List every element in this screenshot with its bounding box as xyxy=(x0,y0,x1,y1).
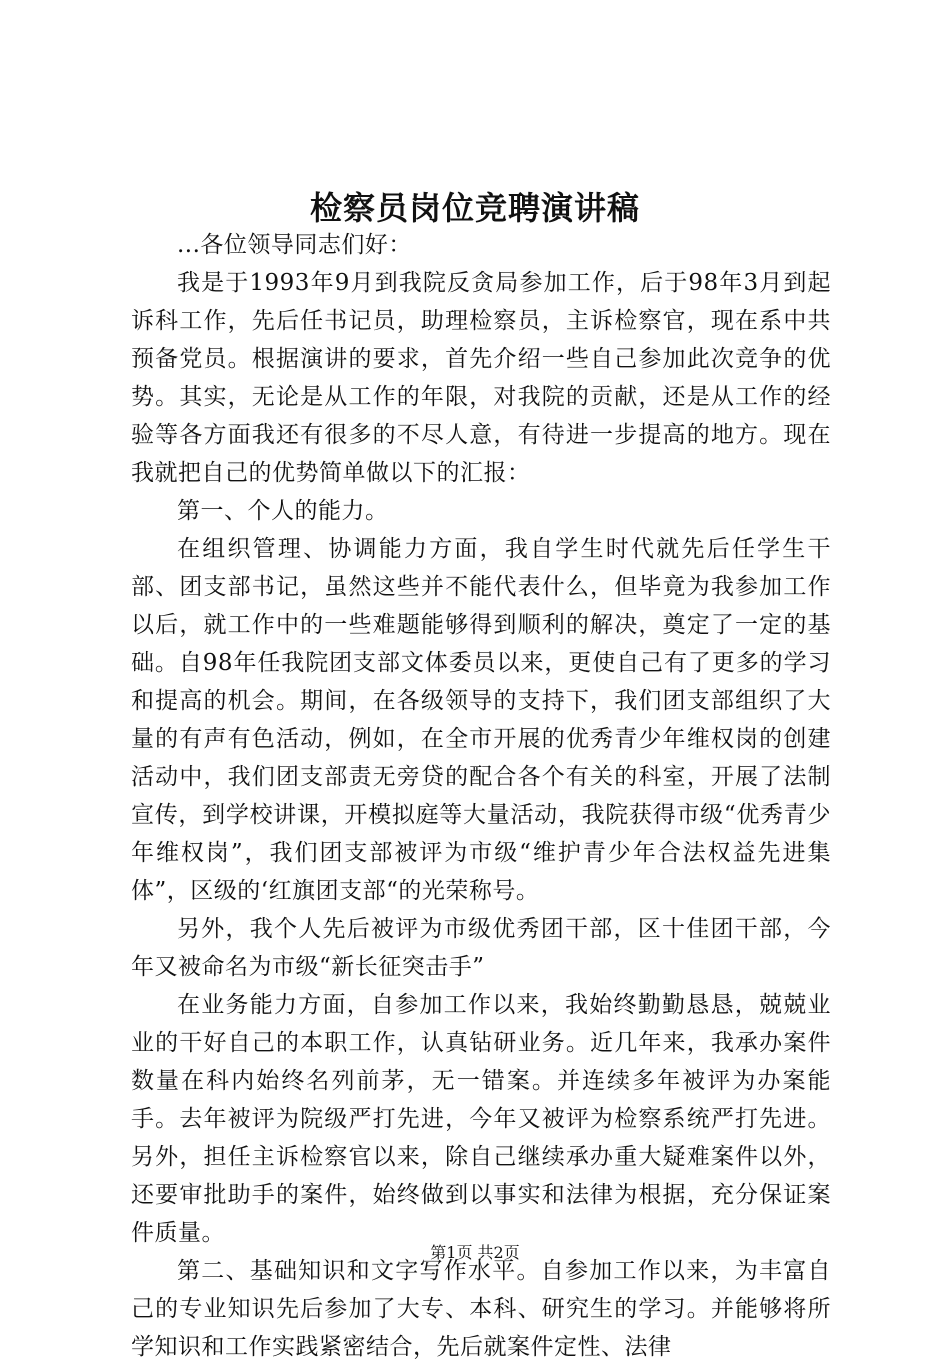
greeting-paragraph: ...各位领导同志们好： xyxy=(177,232,412,258)
body-paragraph: 另外，我个人先后被评为市级优秀团干部，区十佳团干部，今年又被命名为市级“新长征突击手” xyxy=(131,916,831,980)
document-title: 检察员岗位竞聘演讲稿 xyxy=(309,189,640,227)
body-paragraph: 第二、基础知识和文字写作水平。自参加工作以来，为丰富自己的专业知识先后参加了大专、本科、研究生的学习。并能够将所学知识和工作实践紧密结合，先后就案件定性、法律 xyxy=(131,1258,831,1360)
document-body xyxy=(131,226,831,1366)
body-paragraph: 我是于1993年9月到我院反贪局参加工作，后于98年3月到起诉科工作，先后任书记员，助理检察员，主诉检察官，现在系中共预备党员。根据演讲的要求，首先介绍一些自己参加此次竞争的优势。其实，无论是从工作的年限，对我院的贡献，还是从工作的经验等各方面我还有很多的不尽人意，有待进一步提高的地方。现在我就把自己的优势简单做以下的汇报： xyxy=(131,270,831,486)
body-paragraph: 在业务能力方面，自参加工作以来，我始终勤勤恳恳，兢兢业业的干好自己的本职工作，认真钻研业务。近几年来，我承办案件数量在科内始终名列前茅，无一错案。并连续多年被评为办案能手。去年被评为院级严打先进，今年又被评为检察系统严打先进。另外，担任主诉检察官以来，除自己继续承办重大疑难案件以外，还要审批助手的案件，始终做到以事实和法律为根据，充分保证案件质量。 xyxy=(131,992,831,1246)
body-paragraph: 在组织管理、协调能力方面，我自学生时代就先后任学生干部、团支部书记，虽然这些并不能代表什么，但毕竟为我参加工作以后，就工作中的一些难题能够得到顺利的解决，奠定了一定的基础。自98年任我院团支部文体委员以来，更使自己有了更多的学习和提高的机会。期间，在各级领导的支持下，我们团支部组织了大量的有声有色活动，例如，在全市开展的优秀青少年维权岗的创建活动中，我们团支部责无旁贷的配合各个有关的科室，开展了法制宣传，到学校讲课，开模拟庭等大量活动，我院获得市级“优秀青少年维权岗”，我们团支部被评为市级“维护青少年合法权益先进集体”，区级的‘红旗团支部“的光荣称号。 xyxy=(131,536,831,904)
page-footer: 第1页 共2页 xyxy=(430,1243,520,1262)
section-heading: 第一、个人的能力。 xyxy=(177,498,389,524)
